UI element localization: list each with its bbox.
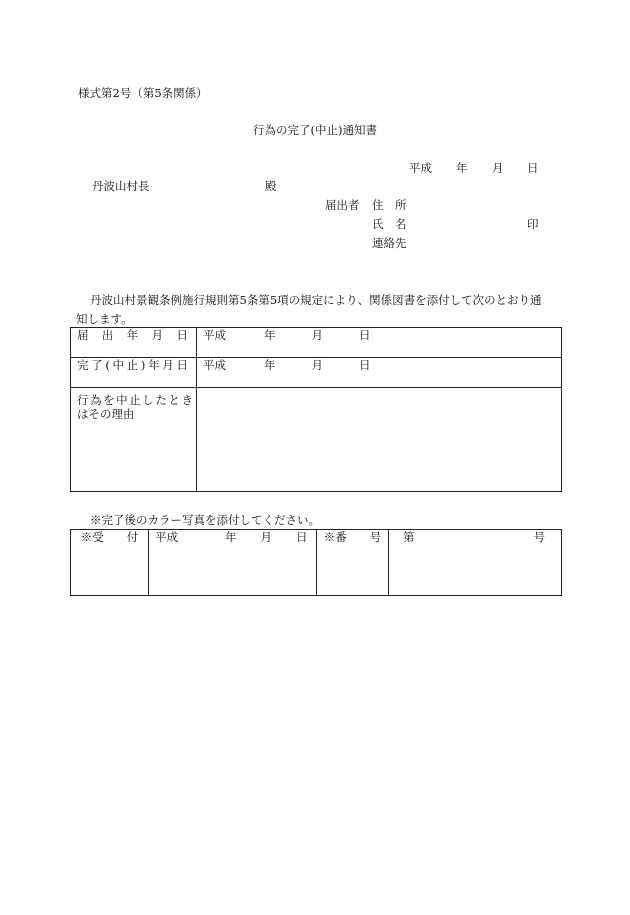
table-row xyxy=(71,328,562,358)
receipt-day: 日 xyxy=(296,530,308,544)
stop-reason-value[interactable] xyxy=(197,388,562,492)
table-row xyxy=(71,530,562,596)
date-era: 平成 xyxy=(409,161,432,175)
number-label: ※番 号 xyxy=(323,530,382,544)
body-text-line1: 丹波山村景観条例施行規則第5条第5項の規定により、関係図書を添付して次のとおり通 xyxy=(90,293,542,307)
completion-day: 日 xyxy=(359,358,371,372)
date-year: 年 xyxy=(456,161,468,175)
date-day: 日 xyxy=(527,161,539,175)
address-label: 住 所 xyxy=(372,198,407,212)
table-row xyxy=(71,358,562,388)
name-label: 氏 名 xyxy=(372,217,407,231)
submission-day: 日 xyxy=(359,328,371,342)
date-month: 月 xyxy=(492,161,504,175)
completion-month: 月 xyxy=(311,358,323,372)
receipt-year: 年 xyxy=(225,530,237,544)
body-text-line2: 知します。 xyxy=(76,312,133,326)
contact-label: 連絡先 xyxy=(372,236,407,250)
table-row xyxy=(71,388,562,492)
submission-date-label: 届 出 年 月 日 xyxy=(77,328,188,342)
form-number: 様式第2号（第5条関係） xyxy=(78,86,208,100)
seal-mark: 印 xyxy=(527,217,539,231)
notifier-label: 届出者 xyxy=(325,198,360,212)
receipt-label: ※受 付 xyxy=(80,530,139,544)
completion-year: 年 xyxy=(264,358,276,372)
receipt-table xyxy=(70,529,562,596)
photo-note: ※完了後のカラー写真を添付してください。 xyxy=(90,513,320,527)
stop-reason-label-line2: はその理由 xyxy=(77,407,135,421)
document-title: 行為の完了(中止)通知書 xyxy=(253,123,377,137)
receipt-month: 月 xyxy=(260,530,272,544)
number-prefix: 第 xyxy=(403,530,415,544)
recipient: 丹波山村長 xyxy=(92,179,150,193)
completion-date-label: 完了(中止)年月日 xyxy=(77,358,188,372)
number-suffix: 号 xyxy=(533,530,545,544)
submission-year: 年 xyxy=(264,328,276,342)
notification-table xyxy=(70,327,562,492)
receipt-era: 平成 xyxy=(155,530,178,544)
submission-era: 平成 xyxy=(203,328,226,342)
honorific: 殿 xyxy=(265,179,277,193)
stop-reason-label-line1: 行為を中止したとき xyxy=(77,393,193,407)
submission-month: 月 xyxy=(311,328,323,342)
completion-era: 平成 xyxy=(203,358,226,372)
